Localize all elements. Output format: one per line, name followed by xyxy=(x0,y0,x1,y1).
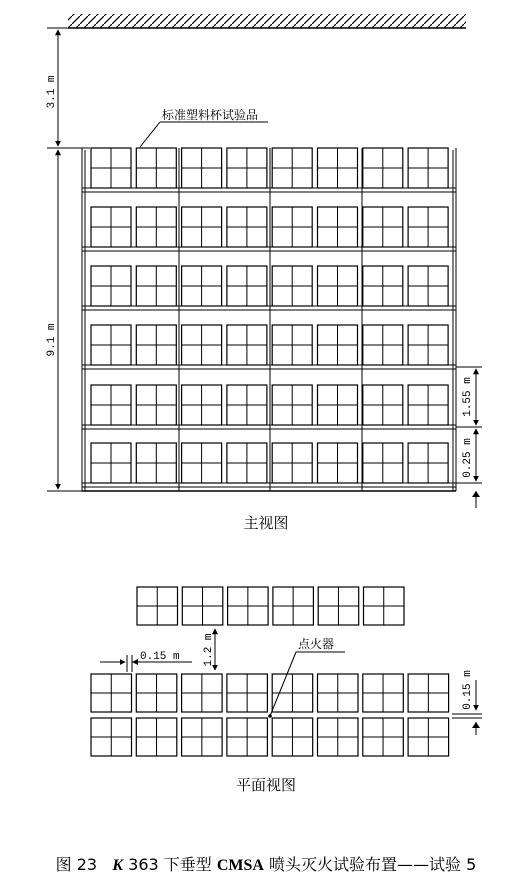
cup-box xyxy=(136,385,176,425)
flue-gap-dimension xyxy=(452,670,482,735)
cup-box xyxy=(136,325,176,365)
cup-box xyxy=(318,325,358,365)
cup-box xyxy=(272,325,312,365)
cup-box xyxy=(318,587,359,625)
cup-box xyxy=(182,718,223,756)
caption-suffix: 喷头灭火试验布置——试验 5 xyxy=(263,855,477,874)
ignition-label: 点火器 xyxy=(298,637,335,651)
cup-box xyxy=(182,385,222,425)
front-view-title: 主视图 xyxy=(243,514,289,532)
sample-label: 标准塑料杯试验品 xyxy=(162,108,259,122)
row-gap-label: 1.2 m xyxy=(203,633,215,667)
bay-gap-label: 0.15 m xyxy=(140,651,180,663)
cup-box xyxy=(363,266,403,306)
cup-box xyxy=(318,443,358,483)
caption-prefix: 图 23 xyxy=(55,855,98,874)
cup-box xyxy=(91,207,131,247)
cup-box xyxy=(272,718,313,756)
caption-cmsa: CMSA xyxy=(216,857,264,874)
cup-box xyxy=(227,148,267,188)
cup-box xyxy=(318,385,358,425)
cup-box xyxy=(136,266,176,306)
cup-box xyxy=(136,148,176,188)
cup-box xyxy=(227,325,267,365)
cup-box xyxy=(136,443,176,483)
ignition-callout xyxy=(268,636,345,718)
cup-box xyxy=(363,207,403,247)
cup-box xyxy=(182,587,223,625)
cup-box xyxy=(363,674,404,712)
bay-gap-dimension xyxy=(100,651,192,672)
cup-box xyxy=(227,385,267,425)
cup-box xyxy=(137,587,178,625)
tier-spacing-dimension xyxy=(456,367,482,427)
cup-box xyxy=(91,325,131,365)
caption-k-value: 363 下垂型 xyxy=(123,855,217,874)
cup-box xyxy=(318,718,359,756)
cup-box xyxy=(136,718,177,756)
cup-box xyxy=(91,674,132,712)
sample-callout xyxy=(140,107,268,147)
cup-box xyxy=(318,674,359,712)
cup-box xyxy=(408,674,449,712)
cup-box xyxy=(408,266,448,306)
cup-box xyxy=(408,718,449,756)
row-gap-dimension xyxy=(203,629,215,670)
cup-box xyxy=(318,148,358,188)
cup-box xyxy=(227,207,267,247)
front-view-rack xyxy=(82,148,456,491)
cup-box xyxy=(363,385,403,425)
ceiling-clearance-label: 3.1 m xyxy=(46,75,58,109)
figure-caption xyxy=(0,852,532,875)
bottom-clearance-label: 0.25 m xyxy=(462,438,474,478)
cup-box xyxy=(91,443,131,483)
cup-box xyxy=(91,718,132,756)
cup-box xyxy=(408,148,448,188)
cup-box xyxy=(318,207,358,247)
cup-box xyxy=(272,385,312,425)
cup-box xyxy=(272,148,312,188)
cup-box xyxy=(408,443,448,483)
cup-box xyxy=(182,148,222,188)
tier-spacing-label: 1.55 m xyxy=(462,377,474,417)
rack-height-dimension xyxy=(46,150,82,491)
cup-box xyxy=(363,325,403,365)
cup-box xyxy=(273,587,314,625)
cup-box xyxy=(272,443,312,483)
cup-box xyxy=(272,266,312,306)
ceiling-clearance-dimension xyxy=(46,28,90,148)
flue-gap-label: 0.15 m xyxy=(462,670,474,710)
cup-box xyxy=(227,266,267,306)
cup-box xyxy=(363,718,404,756)
cup-box xyxy=(227,718,268,756)
cup-box xyxy=(182,325,222,365)
bottom-clearance-dimension xyxy=(456,429,482,508)
cup-box xyxy=(408,385,448,425)
cup-box xyxy=(182,207,222,247)
cup-box xyxy=(228,587,269,625)
cup-box xyxy=(364,587,405,625)
rack-height-label: 9.1 m xyxy=(46,323,58,357)
cup-box xyxy=(408,325,448,365)
cup-box xyxy=(182,266,222,306)
cup-box xyxy=(91,266,131,306)
cup-box xyxy=(136,207,176,247)
cup-box xyxy=(272,207,312,247)
cup-box xyxy=(91,148,131,188)
cup-box xyxy=(408,207,448,247)
cup-box xyxy=(318,266,358,306)
cup-box xyxy=(272,674,313,712)
plan-view-rack xyxy=(91,587,449,756)
cup-box xyxy=(363,443,403,483)
plan-view-title: 平面视图 xyxy=(235,776,297,794)
ceiling xyxy=(68,14,466,28)
cup-box xyxy=(182,674,223,712)
cup-box xyxy=(182,443,222,483)
cup-box xyxy=(227,443,267,483)
cup-box xyxy=(91,385,131,425)
caption-k: K xyxy=(112,857,124,874)
cup-box xyxy=(363,148,403,188)
cup-box xyxy=(227,674,268,712)
cup-box xyxy=(136,674,177,712)
